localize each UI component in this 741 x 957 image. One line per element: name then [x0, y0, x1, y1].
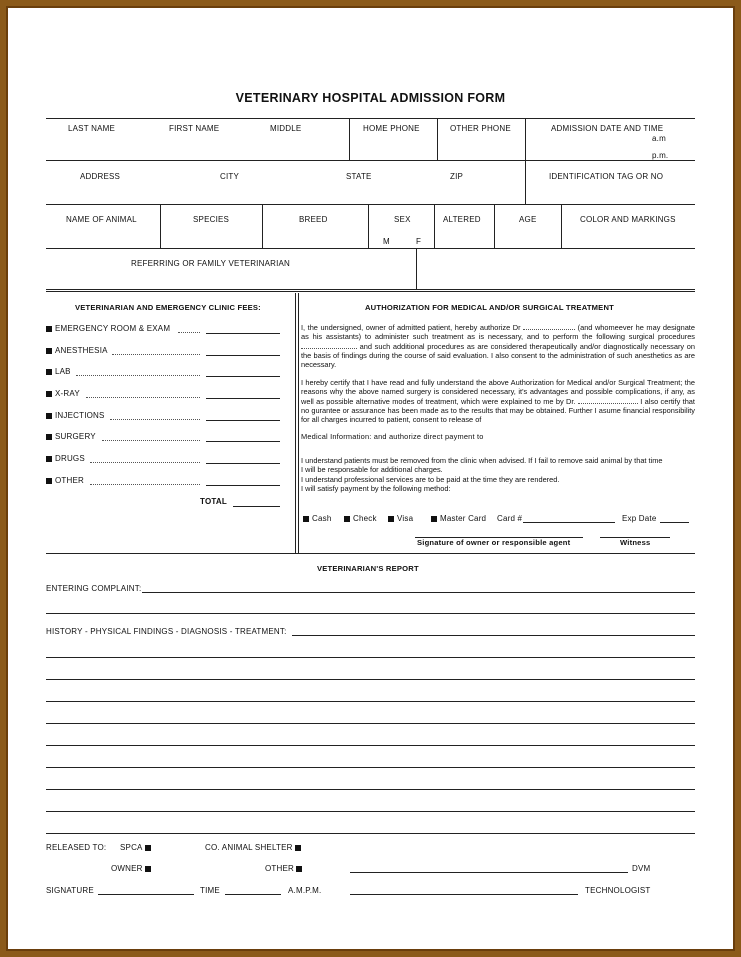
- checkbox-icon[interactable]: [303, 516, 309, 522]
- pm-label: p.m.: [652, 151, 669, 160]
- grid-line: [262, 204, 263, 248]
- payment-check[interactable]: Check: [344, 514, 377, 523]
- exp-date-label: Exp Date: [622, 514, 657, 523]
- state-label: STATE: [346, 172, 372, 181]
- animal-name-label: NAME OF ANIMAL: [66, 215, 137, 224]
- entering-complaint-label: ENTERING COMPLAINT:: [46, 584, 142, 593]
- other-phone-label: OTHER PHONE: [450, 124, 511, 133]
- grid-line: [46, 204, 695, 205]
- grid-line: [434, 204, 435, 248]
- address-label: ADDRESS: [80, 172, 121, 181]
- released-to-label: RELEASED TO:: [46, 843, 107, 852]
- payment-mastercard[interactable]: Master Card: [431, 514, 486, 523]
- grid-line: [561, 204, 562, 248]
- fee-label: EMERGENCY ROOM & EXAM: [55, 324, 171, 333]
- history-line[interactable]: [46, 745, 695, 746]
- checkbox-icon[interactable]: [46, 434, 52, 440]
- dvm-label: DVM: [632, 864, 651, 873]
- doctor-name-field[interactable]: [523, 329, 575, 330]
- checkbox-icon[interactable]: [46, 391, 52, 397]
- release-shelter[interactable]: CO. ANIMAL SHELTER: [205, 843, 304, 852]
- checkbox-icon[interactable]: [46, 369, 52, 375]
- ampm-label: A.M.P.M.: [288, 886, 322, 895]
- release-signature-field[interactable]: [98, 894, 194, 895]
- checkbox-icon[interactable]: [431, 516, 437, 522]
- section-divider: [46, 289, 695, 292]
- grid-line: [298, 293, 299, 553]
- exp-date-field[interactable]: [660, 522, 689, 523]
- time-label: TIME: [200, 886, 220, 895]
- dvm-signature-field[interactable]: [350, 872, 628, 873]
- checkbox-icon[interactable]: [46, 326, 52, 332]
- male-label: M: [383, 237, 390, 246]
- authorization-paragraph-2: I hereby certify that I have read and fully understand the above Authorization for Medical and/or Surgical Treatment; the reasons why the above named surgery is considered necessary, it's advantages and possible complications, if any, as well as possible alternative modes of treatment, which were explained to me by Dr. I also certify that no gurantee or assurance has been made as to the results that may be obtained. Further I asume financial responsibility for all charges incurred to patient, consent to release of: [301, 378, 695, 425]
- zip-label: ZIP: [450, 172, 464, 181]
- grid-line: [368, 204, 369, 248]
- authorization-paragraph-1: I, the undersigned, owner of admitted patient, hereby authorize Dr (and whomeever he may designate as his assistants) to administer such treatment as is necessary, and to perform the following surgical procedures and such additional procedures as are considered therapeutically and/or diagnostically necessary on the basis of findings during the course of said evaluation. I also consent to the administration of such anesthetics as are necessary.: [301, 323, 695, 370]
- grid-line: [46, 160, 695, 161]
- release-owner[interactable]: OWNER: [111, 864, 154, 873]
- am-label: a.m: [652, 134, 666, 143]
- authorization-heading: AUTHORIZATION FOR MEDICAL AND/OR SURGICAL TREATMENT: [365, 303, 614, 312]
- technologist-signature-field[interactable]: [350, 894, 578, 895]
- release-other[interactable]: OTHER: [265, 864, 305, 873]
- checkbox-icon[interactable]: [388, 516, 394, 522]
- authorization-paragraph-3: I understand patients must be removed from the clinic when advised. If I fail to remove said animal by that time I will be responsable for additional charges. I understand professional services are to be paid at the time they are rendered. I will satisfy payment by the following method:: [301, 456, 663, 493]
- grid-line: [46, 118, 695, 119]
- payment-cash[interactable]: Cash: [303, 514, 331, 523]
- complaint-line[interactable]: [142, 592, 695, 593]
- history-line[interactable]: [292, 635, 695, 636]
- grid-line: [416, 248, 417, 290]
- witness-label: Witness: [620, 538, 651, 547]
- checkbox-icon[interactable]: [46, 348, 52, 354]
- owner-signature-label: Signature of owner or responsible agent: [417, 538, 571, 547]
- grid-line: [437, 118, 438, 160]
- home-phone-label: HOME PHONE: [363, 124, 420, 133]
- female-label: F: [416, 237, 422, 246]
- first-name-label: FIRST NAME: [169, 124, 220, 133]
- form-title: VETERINARY HOSPITAL ADMISSION FORM: [235, 91, 506, 105]
- payment-visa[interactable]: Visa: [388, 514, 413, 523]
- grid-line: [525, 118, 526, 204]
- fee-amount-line[interactable]: [206, 398, 280, 399]
- grid-line: [46, 248, 695, 249]
- fee-amount-line[interactable]: [206, 463, 280, 464]
- checkbox-icon[interactable]: [46, 456, 52, 462]
- grid-line: [160, 204, 161, 248]
- fee-label: INJECTIONS: [55, 411, 105, 420]
- history-line[interactable]: [46, 811, 695, 812]
- medical-info-line: Medical Information: and authorize direct payment to: [301, 432, 484, 441]
- fee-label: DRUGS: [55, 454, 85, 463]
- release-spca[interactable]: SPCA: [120, 843, 154, 852]
- section-divider: [46, 553, 695, 554]
- grid-line: [494, 204, 495, 248]
- technologist-label: TECHNOLOGIST: [585, 886, 651, 895]
- history-line[interactable]: [46, 723, 695, 724]
- referring-vet-label: REFERRING OR FAMILY VETERINARIAN: [131, 259, 291, 268]
- checkbox-icon[interactable]: [344, 516, 350, 522]
- fee-label: LAB: [55, 367, 71, 376]
- history-line[interactable]: [46, 679, 695, 680]
- fee-label: OTHER: [55, 476, 84, 485]
- altered-label: ALTERED: [443, 215, 481, 224]
- checkbox-icon[interactable]: [46, 413, 52, 419]
- fee-amount-line[interactable]: [206, 441, 280, 442]
- grid-line: [349, 118, 350, 160]
- age-label: AGE: [519, 215, 537, 224]
- fee-amount-line[interactable]: [206, 333, 280, 334]
- history-line[interactable]: [46, 789, 695, 790]
- checkbox-icon[interactable]: [145, 845, 151, 851]
- fee-label: X-RAY: [55, 389, 80, 398]
- species-label: SPECIES: [193, 215, 230, 224]
- city-label: CITY: [220, 172, 240, 181]
- complaint-line[interactable]: [46, 613, 695, 614]
- fee-amount-line[interactable]: [206, 376, 280, 377]
- middle-label: MIDDLE: [270, 124, 302, 133]
- card-number-label: Card #: [497, 514, 523, 523]
- history-line[interactable]: [46, 833, 695, 834]
- checkbox-icon[interactable]: [295, 845, 301, 851]
- admission-date-label: ADMISSION DATE AND TIME: [551, 124, 664, 133]
- history-line[interactable]: [46, 767, 695, 768]
- total-label: TOTAL: [200, 497, 227, 506]
- color-label: COLOR AND MARKINGS: [580, 215, 676, 224]
- procedures-field[interactable]: [301, 348, 357, 349]
- fees-heading: VETERINARIAN AND EMERGENCY CLINIC FEES:: [75, 303, 261, 312]
- sex-label: SEX: [394, 215, 411, 224]
- card-number-field[interactable]: [523, 522, 615, 523]
- checkbox-icon[interactable]: [145, 866, 151, 872]
- history-label: HISTORY - PHYSICAL FINDINGS - DIAGNOSIS - TREATMENT:: [46, 627, 287, 636]
- grid-line: [295, 293, 296, 553]
- checkbox-icon[interactable]: [296, 866, 302, 872]
- last-name-label: LAST NAME: [68, 124, 115, 133]
- fee-label: SURGERY: [55, 432, 96, 441]
- fee-amount-line[interactable]: [206, 355, 280, 356]
- report-heading: VETERINARIAN'S REPORT: [317, 564, 419, 573]
- history-line[interactable]: [46, 701, 695, 702]
- fee-amount-line[interactable]: [206, 420, 280, 421]
- id-tag-label: IDENTIFICATION TAG OR NO: [549, 172, 664, 181]
- explaining-doctor-field[interactable]: [578, 403, 638, 404]
- signature-label: SIGNATURE: [46, 886, 94, 895]
- fee-label: ANESTHESIA: [55, 346, 108, 355]
- checkbox-icon[interactable]: [46, 478, 52, 484]
- breed-label: BREED: [299, 215, 328, 224]
- total-amount-line[interactable]: [233, 506, 280, 507]
- release-time-field[interactable]: [225, 894, 281, 895]
- history-line[interactable]: [46, 657, 695, 658]
- fee-amount-line[interactable]: [206, 485, 280, 486]
